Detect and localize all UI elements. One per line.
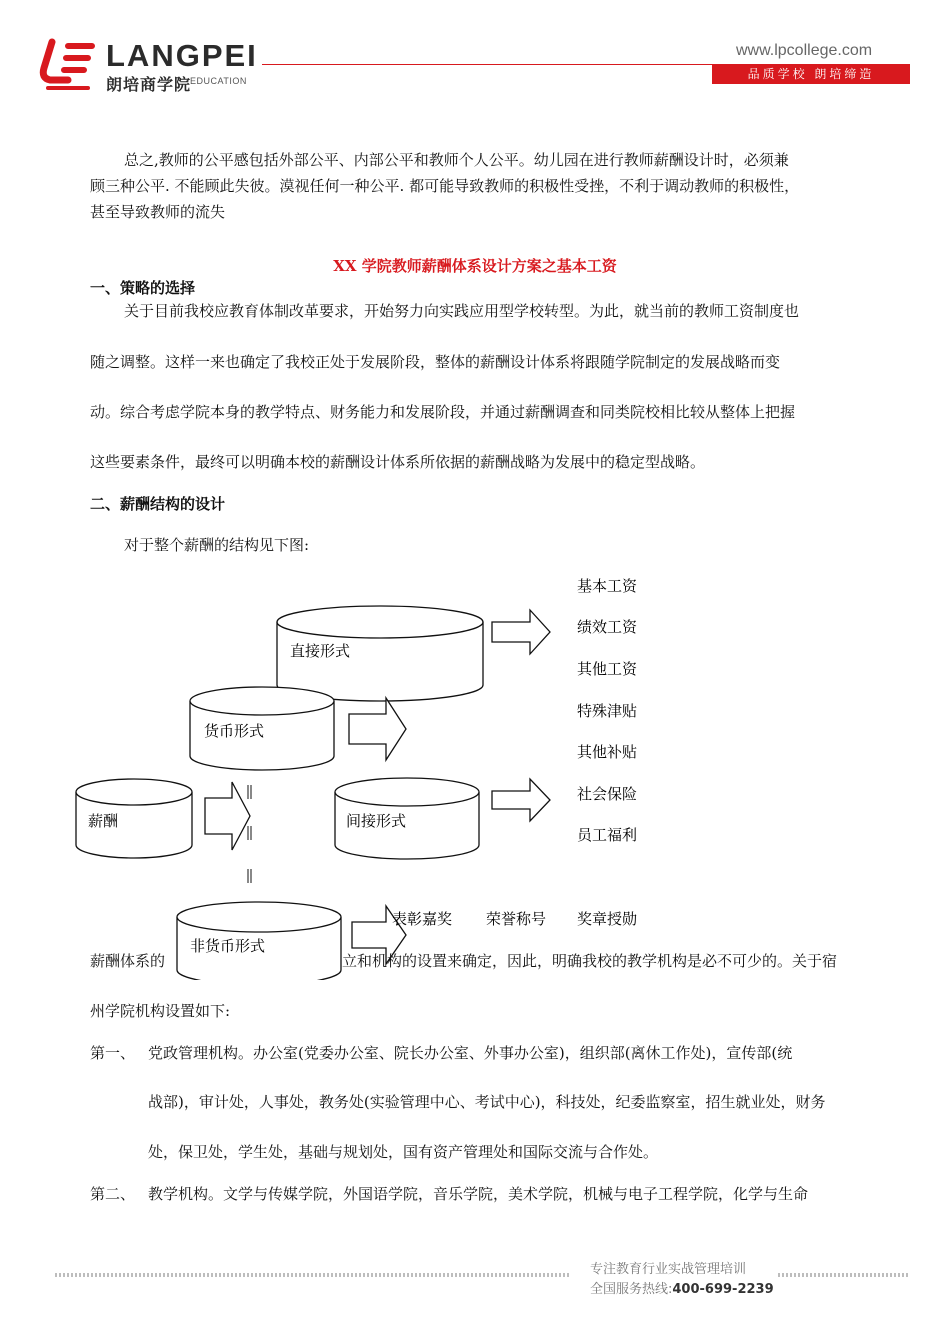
brand-name: LANGPEI: [106, 38, 258, 73]
after-diagram-line1-left: 薪酬体系的: [90, 952, 166, 970]
brand-education-tag: EDUCATION: [190, 76, 247, 86]
item-medal: 奖章授勋: [577, 910, 638, 928]
footer-divider-left: [55, 1273, 569, 1277]
item-special-allowance: 特殊津贴: [577, 702, 638, 720]
list-item-1-line-3: 处，保卫处，学生处，基础与规划处，国有资产管理处和国际交流与合作处。: [148, 1143, 659, 1161]
intro-line-1: 总之,教师的公平感包括外部公平、内部公平和教师个人公平。幼儿园在进行教师薪酬设计时，必须兼: [124, 151, 789, 169]
intro-line-3: 甚至导致教师的流失: [90, 203, 226, 221]
hotline-label: 全国服务热线:: [590, 1282, 673, 1297]
item-other-salary: 其他工资: [577, 660, 638, 678]
list-item-1-line-1: 党政管理机构。办公室(党委办公室、院长办公室、外事办公室)，组织部(离休工作处)，宣传部(统: [148, 1044, 793, 1062]
arrow-root: [205, 782, 250, 850]
section1-heading: 一、策略的选择: [90, 279, 196, 297]
section1-line-2: 随之调整。这样一来也确定了我校正处于发展阶段，整体的薪酬设计体系将跟随学院制定的发展战略而变: [90, 353, 781, 371]
item-performance-salary: 绩效工资: [577, 618, 638, 636]
label-direct: 直接形式: [290, 642, 351, 660]
item-commendation: 表彰嘉奖: [392, 910, 453, 928]
hotline-number[interactable]: 400-699-2239: [672, 1282, 774, 1297]
label-root: 薪酬: [88, 812, 119, 830]
section1-line-3: 动。综合考虑学院本身的教学特点、财务能力和发展阶段，并通过薪酬调查和同类院校相比较从整体上把握: [90, 403, 796, 421]
brand-chinese-name: 朗培商学院: [106, 75, 192, 94]
list-item-1-label: 第一、: [90, 1044, 136, 1062]
footer-divider-right: [778, 1273, 908, 1277]
section1-line-4: 这些要素条件，最终可以明确本校的薪酬设计体系所依据的薪酬战略为发展中的稳定型战略。: [90, 453, 706, 471]
item-base-salary: 基本工资: [577, 577, 638, 595]
site-url[interactable]: www.lpcollege.com: [736, 42, 873, 59]
arrow-monetary: [349, 698, 406, 760]
label-non-monetary: 非货币形式: [190, 937, 266, 955]
footer-tagline: 专注教育行业实战管理培训: [590, 1262, 747, 1277]
list-item-2-line-1: 教学机构。文学与传媒学院，外国语学院，音乐学院，美术学院，机械与电子工程学院，化学与生命: [148, 1185, 809, 1203]
section1-line-1: 关于目前我校应教育体制改革要求，开始努力向实践应用型学校转型。为此，就当前的教师工资制度也: [124, 302, 800, 320]
list-item-2-label: 第二、: [90, 1185, 136, 1203]
footer-hotline: [590, 1278, 774, 1297]
item-employee-welfare: 员工福利: [577, 826, 638, 844]
connector-marks: [248, 785, 251, 883]
intro-line-2: 顾三种公平. 不能顾此失彼。漠视任何一种公平. 都可能导致教师的积极性受挫，不利于调动教师的积极性，: [90, 177, 800, 195]
item-social-insurance: 社会保险: [577, 785, 638, 803]
label-monetary: 货币形式: [204, 722, 265, 740]
salary-structure-diagram: [0, 560, 950, 980]
after-diagram-line1-right: 立和机构的设置来确定，因此，明确我校的教学机构是必不可少的。关于宿: [342, 952, 838, 970]
item-other-subsidy: 其他补贴: [577, 743, 638, 761]
section2-intro: 对于整个薪酬的结构见下图:: [124, 536, 310, 554]
section2-heading: 二、薪酬结构的设计: [90, 495, 226, 513]
arrow-direct: [492, 610, 550, 654]
langpei-logo-icon: [38, 38, 100, 94]
item-honorary-title: 荣誉称号: [486, 910, 547, 928]
slogan-banner: 品质学校 朗培缔造: [712, 64, 910, 84]
document-title: XX 学院教师薪酬体系设计方案之基本工资: [333, 257, 617, 275]
after-diagram-line2: 州学院机构设置如下:: [90, 1002, 231, 1020]
arrow-indirect: [492, 779, 550, 821]
list-item-1-line-2: 战部)，审计处，人事处，教务处(实验管理中心、考试中心)，科技处，纪委监察室，招生就业处，财务: [148, 1093, 826, 1111]
label-indirect: 间接形式: [346, 812, 407, 830]
